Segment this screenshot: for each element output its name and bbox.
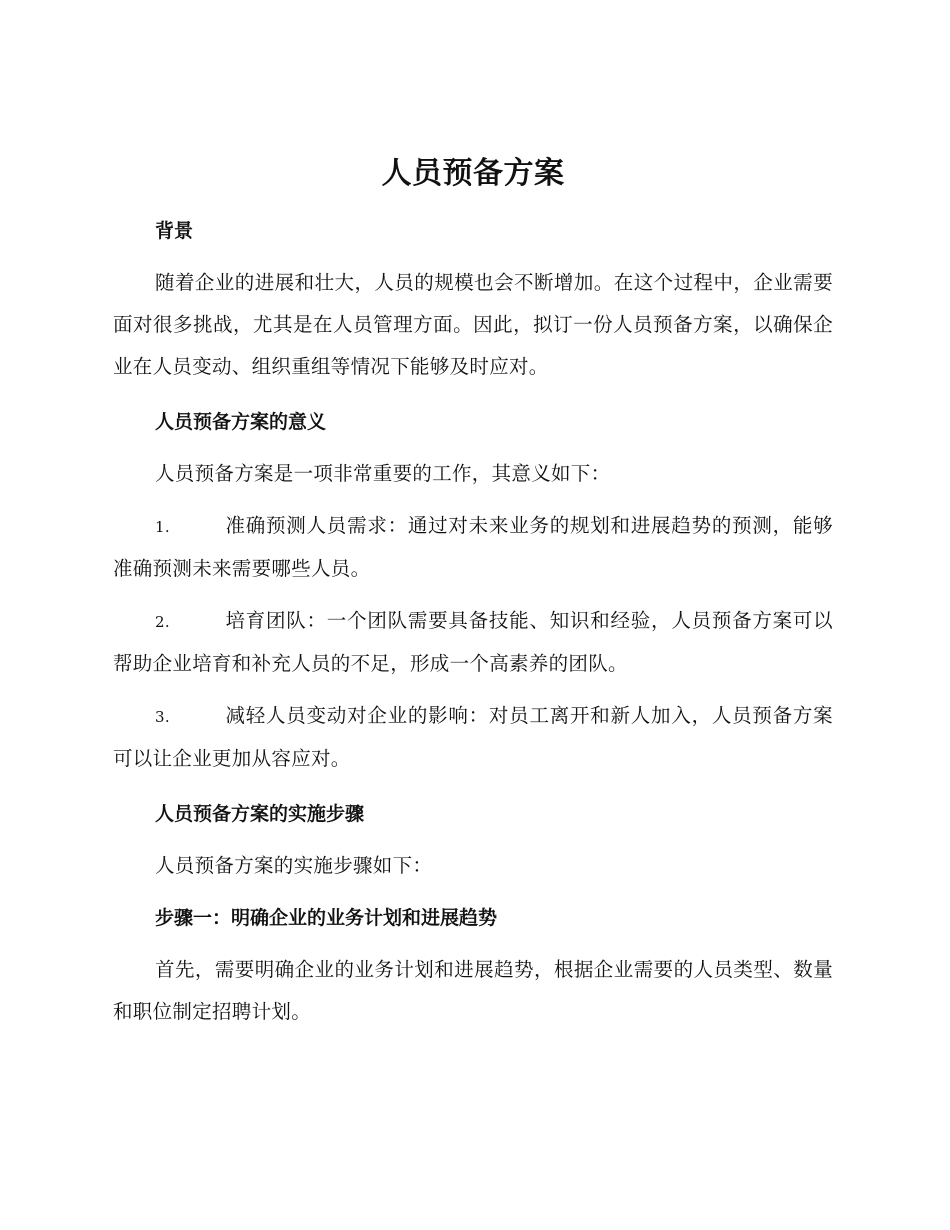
list-item-3 (113, 695, 833, 780)
list-text-3: 减轻人员变动对企业的影响：对员工离开和新人加入，人员预备方案可以让企业更加从容应对。 (113, 704, 833, 770)
list-item-1 (113, 505, 833, 590)
heading-step-1: 步骤一：明确企业的业务计划和进展趋势 (155, 907, 498, 929)
document-title: 人员预备方案 (381, 156, 565, 191)
list-text-2: 培育团队：一个团队需要具备技能、知识和经验，人员预备方案可以帮助企业培育和补充人员的不足，形成一个高素养的团队。 (113, 609, 833, 675)
paragraph-steps-intro: 人员预备方案的实施步骤如下： (155, 854, 433, 877)
list-number-1: 1. (155, 518, 170, 536)
list-number-2: 2. (155, 613, 170, 631)
paragraph-step-1: 首先，需要明确企业的业务计划和进展趋势，根据企业需要的人员类型、数量和职位制定招聘计划。 (113, 958, 833, 1023)
document-content (113, 148, 833, 1033)
list-item-2 (113, 600, 833, 685)
heading-background: 背景 (155, 220, 194, 242)
paragraph-background: 随着企业的进展和壮大，人员的规模也会不断增加。在这个过程中，企业需要面对很多挑战，尤其是在人员管理方面。因此，拟订一份人员预备方案，以确保企业在人员变动、组织重组等情况下能够及时应对。 (113, 271, 833, 378)
paragraph-significance-intro: 人员预备方案是一项非常重要的工作，其意义如下： (155, 462, 611, 485)
list-number-3: 3. (155, 708, 170, 726)
heading-steps: 人员预备方案的实施步骤 (155, 803, 365, 825)
heading-significance: 人员预备方案的意义 (155, 411, 327, 433)
list-text-1: 准确预测人员需求：通过对未来业务的规划和进展趋势的预测，能够准确预测未来需要哪些人员。 (113, 514, 833, 580)
